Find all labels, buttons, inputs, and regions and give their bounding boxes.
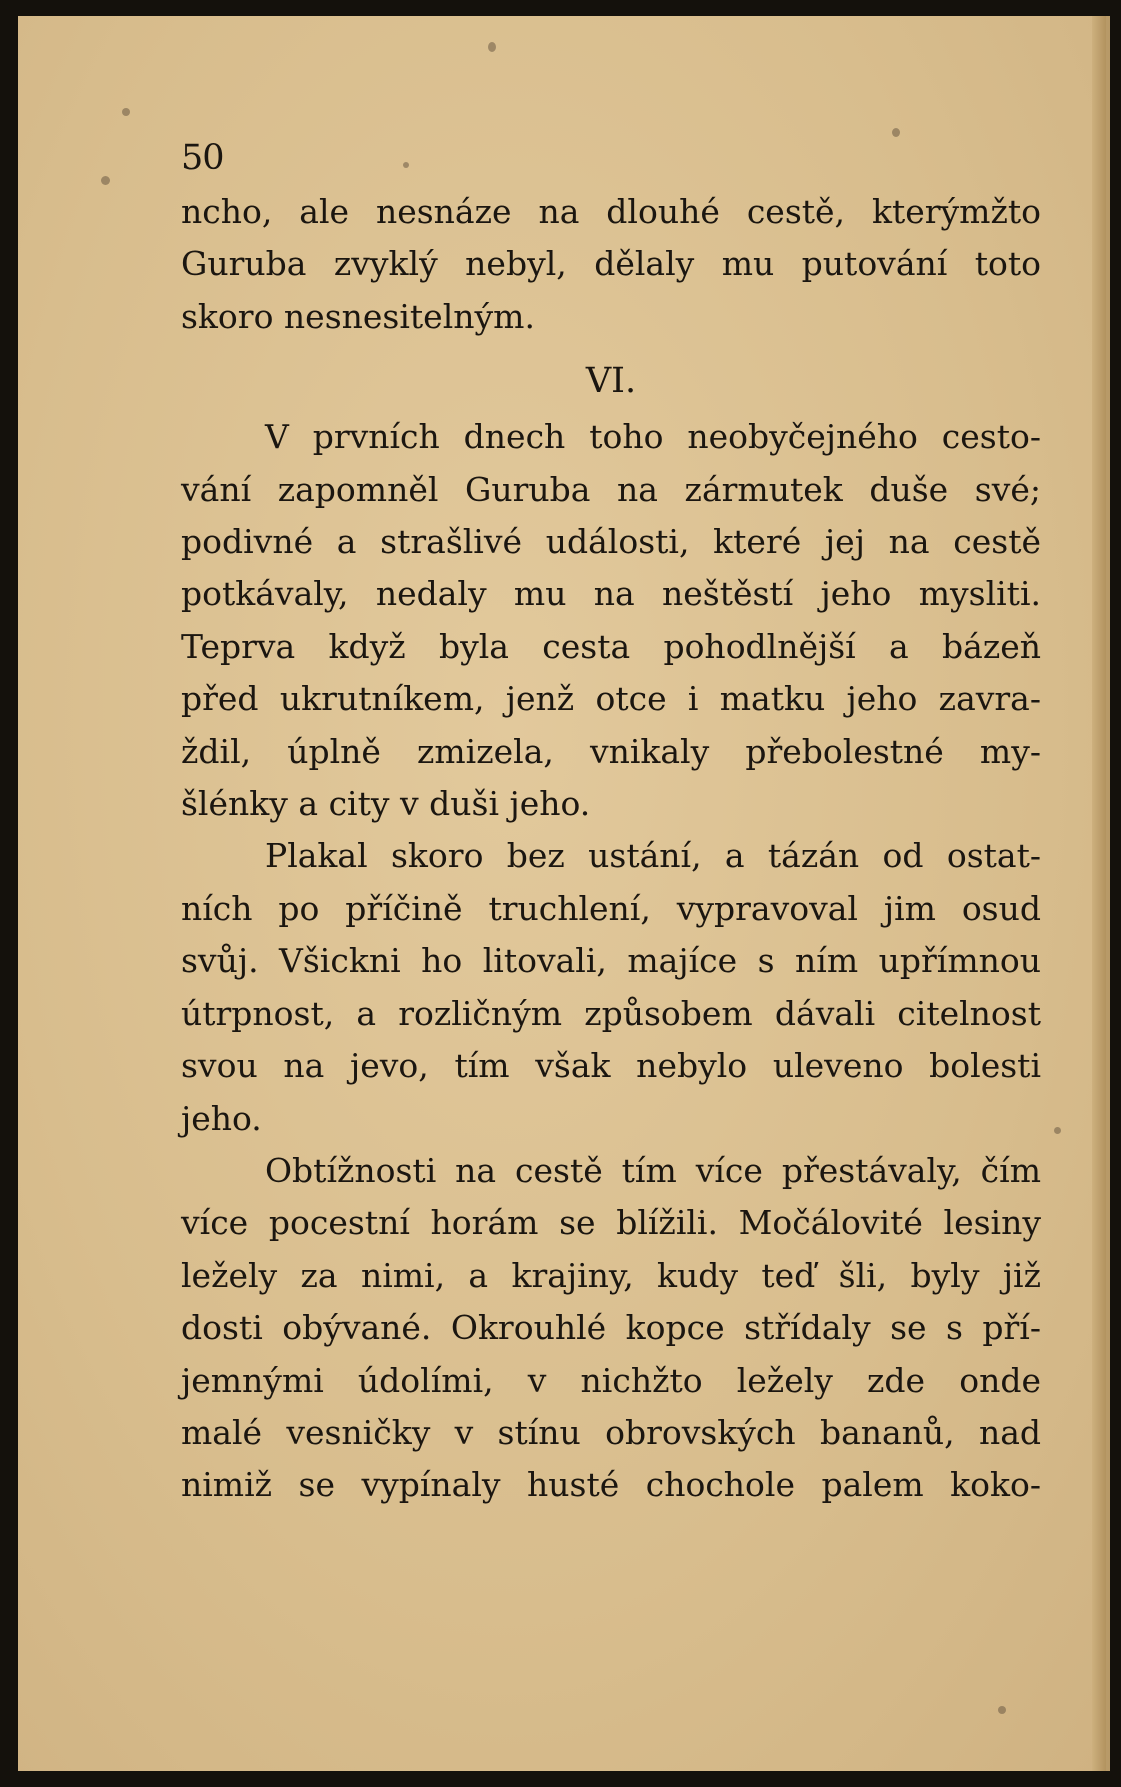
text-line: svou na jevo, tím však nebylo uleveno bolesti: [181, 1046, 1041, 1086]
text-line: V prvních dnech toho neobyčejného cesto-: [265, 417, 1041, 457]
book-page: [18, 16, 1110, 1771]
text-line: Guruba zvyklý nebyl, dělaly mu putování toto: [181, 244, 1041, 284]
chapter-heading: VI.: [585, 361, 637, 402]
text-line: ncho, ale nesnáze na dlouhé cestě, kterýmžto: [181, 192, 1041, 231]
text-line: Obtížnosti na cestě tím více přestávaly, čím: [265, 1150, 1041, 1190]
text-line: potkávaly, nedaly mu na neštěstí jeho mysliti.: [181, 574, 1041, 614]
page-text: [181, 134, 1041, 1512]
ink-speck: [488, 42, 496, 52]
text-line: malé vesničky v stínu obrovských bananů, nad: [181, 1412, 1041, 1452]
text-line: před ukrutníkem, jenž otce i matku jeho zavra-: [181, 679, 1041, 719]
text-line: Plakal skoro bez ustání, a tázán od ostat-: [265, 836, 1041, 876]
text-line: Teprva když byla cesta pohodlnější a bázeň: [181, 626, 1041, 666]
text-line: svůj. Všickni ho litovali, majíce s ním upřímnou: [181, 941, 1041, 981]
text-line: více pocestní horám se blížili. Močálovité lesiny: [181, 1203, 1041, 1243]
text-line: vání zapomněl Guruba na zármutek duše své;: [181, 469, 1041, 509]
text-line: podivné a strašlivé události, které jej na cestě: [181, 522, 1041, 562]
text-line: skoro nesnesitelným.: [181, 296, 535, 336]
text-line: jeho.: [181, 1098, 262, 1138]
page-number: 50: [181, 138, 224, 178]
page-edge: [1092, 16, 1106, 1771]
text-line: jemnými údolími, v nichžto ležely zde onde: [181, 1360, 1041, 1400]
text-line: ležely za nimi, a krajiny, kudy teď šli, byly již: [181, 1255, 1041, 1295]
text-line: šlénky a city v duši jeho.: [181, 784, 591, 824]
ink-speck: [122, 108, 130, 116]
text-line: ždil, úplně zmizela, vnikaly přebolestné my-: [181, 731, 1041, 771]
text-line: útrpnost, a rozličným způsobem dávali citelnost: [181, 993, 1041, 1033]
text-line: ních po příčině truchlení, vypravoval jim osud: [181, 888, 1041, 928]
ink-speck: [101, 176, 110, 185]
text-line: dosti obývané. Okrouhlé kopce střídaly se s pří-: [181, 1308, 1041, 1348]
ink-speck: [1054, 1127, 1061, 1134]
ink-speck: [998, 1706, 1006, 1714]
text-line: nimiž se vypínaly husté chochole palem koko-: [181, 1465, 1041, 1505]
